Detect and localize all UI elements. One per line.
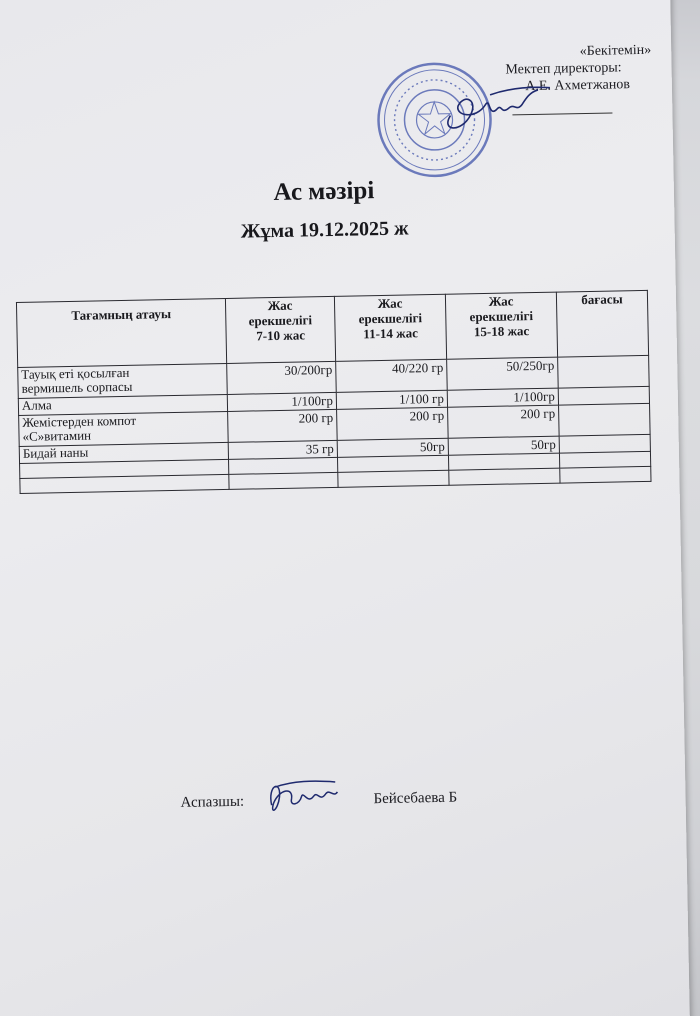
dish-name-cell bbox=[19, 411, 229, 446]
portion-15-18: 200 гр bbox=[448, 405, 560, 438]
portion-11-14: 1/100 гр bbox=[336, 390, 447, 409]
page-subtitle: Жұма 19.12.2025 ж bbox=[240, 217, 409, 243]
cook-signature bbox=[263, 774, 344, 820]
dish-name-cell bbox=[18, 363, 228, 398]
table-header-row bbox=[16, 290, 648, 367]
header-age-11-14-l3: 11-14 жас bbox=[363, 325, 419, 342]
price-cell bbox=[558, 355, 650, 388]
cook-name: Бейсебаева Б bbox=[373, 789, 458, 808]
header-age-15-18 bbox=[445, 292, 557, 359]
header-age-7-10-l3: 7-10 жас bbox=[256, 327, 306, 344]
portion-11-14: 200 гр bbox=[337, 407, 449, 440]
dish-name-l1: Алма bbox=[21, 397, 52, 413]
dish-name-l2: «С»витамин bbox=[22, 427, 92, 444]
empty-cell bbox=[20, 474, 229, 493]
portion-11-14: 50гр bbox=[337, 438, 448, 457]
header-age-7-10-l1: Жас bbox=[267, 297, 293, 314]
portion-7-10: 200 гр bbox=[228, 409, 338, 442]
price-cell bbox=[558, 386, 649, 405]
portion-15-18: 50/250гр bbox=[447, 357, 559, 390]
header-age-7-10-l2: ерекшелігі bbox=[248, 312, 313, 329]
portion-11-14: 40/220 гр bbox=[336, 359, 448, 392]
empty-cell bbox=[559, 451, 650, 468]
header-price: бағасы bbox=[556, 290, 648, 357]
header-age-7-10 bbox=[225, 296, 335, 363]
header-dish-name: Тағамның атауы bbox=[16, 298, 226, 367]
price-cell bbox=[559, 434, 650, 453]
price-cell bbox=[559, 403, 651, 436]
approval-position: Мектеп директоры: bbox=[505, 60, 622, 78]
portion-15-18: 50гр bbox=[448, 436, 559, 455]
portion-7-10: 35 гр bbox=[228, 440, 337, 459]
approval-title: «Бекітемін» bbox=[579, 42, 652, 60]
page-title: Ас мәзірі bbox=[273, 177, 375, 207]
approval-director-name: А.Е. Ахметжанов bbox=[525, 77, 631, 95]
dish-name-l1: Жемістерден компот bbox=[22, 412, 137, 430]
header-age-15-18-l2: ерекшелігі bbox=[469, 308, 534, 325]
portion-7-10: 30/200гр bbox=[227, 361, 337, 394]
menu-table bbox=[16, 290, 652, 494]
empty-cell bbox=[449, 468, 560, 485]
portion-15-18: 1/100гр bbox=[447, 388, 558, 407]
empty-cell bbox=[560, 466, 651, 483]
dish-name-l1: Бидай наны bbox=[22, 444, 89, 461]
header-age-11-14-l2: ерекшелігі bbox=[358, 310, 423, 327]
header-age-11-14-l1: Жас bbox=[377, 295, 403, 312]
portion-7-10: 1/100гр bbox=[227, 392, 336, 411]
director-signature bbox=[430, 74, 561, 138]
header-age-11-14 bbox=[334, 294, 446, 361]
header-age-15-18-l1: Жас bbox=[488, 293, 514, 309]
cook-label: Аспазшы: bbox=[180, 793, 245, 811]
empty-cell bbox=[338, 470, 449, 487]
empty-cell bbox=[229, 472, 338, 489]
dish-name-l2: вермишель сорпасы bbox=[21, 378, 133, 396]
header-age-15-18-l3: 15-18 жас bbox=[473, 323, 530, 340]
dish-name-l1: Тауық еті қосылған bbox=[21, 364, 130, 382]
